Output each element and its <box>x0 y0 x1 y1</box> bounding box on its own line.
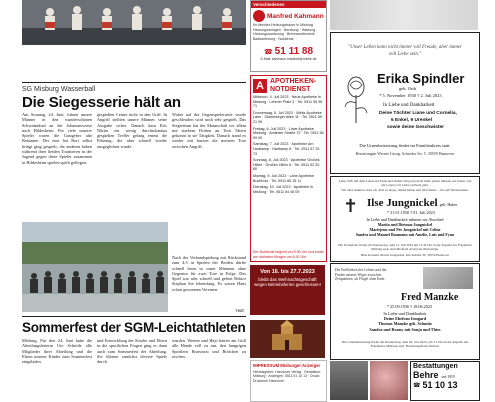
erika-burial: Die Urnenbeisetzung findet im Familienkreis statt. <box>359 143 451 148</box>
erika-quote: "Unser Leben kann nicht immer voll Freude, aber immer voll Liebe sein." <box>348 45 462 57</box>
pharmacy-entry: Dienstag, 10. Juli 2023 · Apotheke in Misburg · Tel. 0511 54 46 09 <box>253 185 314 194</box>
erika-love-line: In Liebe und Dankbarkeit <box>383 103 435 108</box>
fred-family: Deine Ehefrau Irmgard <box>383 316 427 322</box>
ilse-notice <box>330 176 480 262</box>
erika-family-1: Deine Töchter Liane und Cornelia, <box>379 111 457 116</box>
headline-siegesserie: Die Siegesserie hält an <box>22 94 181 111</box>
impressum-title: IMPRESSUM Misburger Anzeiger <box>253 363 321 368</box>
ilse-dates: * 31.01.1930 † 01. Juli 2023 <box>387 210 435 215</box>
erika-undertaker: Bestattungen Werner Georg, Schroder Str. 5, 30559 Hannover <box>355 151 455 156</box>
team-photo-top <box>22 0 246 45</box>
pharmacy-entry: Sonntag, 8. Juli 2023 · Apotheke Großes Hillen · Großes Hillen 6 · Tel. 0511 52 20 80 <box>253 158 320 172</box>
fred-name: Fred Manzke <box>401 292 459 303</box>
erika-birthname: geb. Orth <box>399 86 416 91</box>
section-rule <box>22 82 246 83</box>
fred-family: In Liebe und Dankbarkeit <box>383 311 427 316</box>
article1-col2: gespielten Center nicht in den Griff. In Angriff stellten unsere Männer, seine Ausgabe sicher. Danach kam Eric Niklas ein wenig durchschaubar gespielten Treffer gelang erneut die Führung, die aber schnell wieder ausgeglichen wurde. <box>97 112 167 149</box>
rubric: SG Misburg Wasserball <box>22 86 96 93</box>
ilse-family: Sandra und Manuel Baumann mit Amelie, Luis und Fynn <box>355 232 455 237</box>
behre-name: Behre <box>413 370 439 380</box>
behre-brand: Bestattungen <box>413 363 458 370</box>
holiday-notice <box>250 265 325 315</box>
flowers-photo <box>370 361 408 400</box>
ilse-address: Bitte Kontakt: Marita Jungnickel, Kirchstraße 30, 30559 Hannover <box>360 253 450 257</box>
rose-icon <box>339 73 373 123</box>
pharmacy-title-1: APOTHEKEN- <box>270 78 317 85</box>
erika-small-photo <box>330 361 368 400</box>
fred-photo <box>423 267 473 289</box>
phone-icon: ☎ <box>263 47 273 56</box>
pharmacy-footer: Der Notdienst beginnt um 8:30 Uhr und endet am nächsten Morgen um 8:30 Uhr. <box>253 250 324 259</box>
photo-caption: Hutt <box>236 308 244 313</box>
impressum-text: Herausgeber: Hannover Verlag · Redaktion: Misburg · Anzeigen: 0511 51 10 13 · Druck: Druckerei Hannover <box>253 370 322 383</box>
behre-phone: 51 10 13 <box>422 380 458 390</box>
heating-email: E-Mail: kahmann.manfred@online.de <box>260 57 317 61</box>
pharmacy-entry: Freitag, 6. Juli 2023 · Löwe Apotheke Misburg · Anderter Straße 37 · Tel. 0511 58 09 00 <box>253 126 324 140</box>
ilse-birthname: geb. Huber <box>439 202 458 207</box>
pharmacy-box <box>250 75 327 262</box>
erika-notice <box>330 32 480 174</box>
ilse-family: In Liebe und Dankbarkeit nehmen wir Abschied <box>366 217 444 222</box>
pharmacy-entry: Samstag, 7. Juli 2023 · Apotheke Am Hartkamp · Hartkamp 8 · Tel. 0511 57 33 73 <box>253 142 320 156</box>
erika-dates: * 5. November 1930 † 2. Juli 2023 <box>379 93 442 98</box>
flame-logo-icon <box>253 10 265 22</box>
rose-illustration <box>339 73 373 123</box>
fred-service: Die Urnenbeisetzung findet am Donnerstag, dem 20. Juli 2023, um 13 Uhr in der Kapelle des Friedhofes Misburg statt. Bestattungshaus Wehrin. <box>341 340 469 349</box>
heating-brand: Manfred Kahmann <box>267 12 324 20</box>
article2-col1: Misburg. Für den 24. Juni hatte die Abteilungsleiterin Ute Schröde alle Mitglieder ihrer Abteilung und die Eltern unserer Kinder zum Sommerfest eingeladen. <box>22 338 92 365</box>
ilse-thanks: Wir sind dankbar, dass wir dich so lange, lieben haben und dich hüten ... bis auf Wiedersehen. <box>341 188 469 193</box>
pharmacy-entry: Donnerstag, 5. Juli 2023 · Weitz Apotheke Lahe · Oldenburger Allee 11 · Tel. 0511 59 21 95 <box>253 110 322 124</box>
heating-ad-kicker: Verschiedenes <box>251 1 326 8</box>
water-polo-photo <box>22 222 168 312</box>
pharmacy-title-2: NOTDIENST <box>270 85 311 93</box>
fred-intro: Die Endlichkeit des Lebens und das Finden unseres Weges zwischen Zeitpunkten, als Flügel ohne Ende. <box>335 268 387 281</box>
erika-family-2: 6 Enkel, 9 Urenkel <box>391 118 433 123</box>
article2-col2: und Entwicklung der Kinder und Eltern in die sportlichen Fragen ging es dann auch zum Sommerfest der Abteilung. Sie führten zunächst diverse Spiele durch. <box>97 338 167 365</box>
fred-dates: * 25.09.1936 † 18.06.2023 <box>387 304 433 309</box>
ilse-name: Ilse Jungnickel <box>367 197 438 209</box>
fred-notice <box>330 263 480 360</box>
erika-name: Erika Spindler <box>377 71 465 86</box>
team-photo-figures <box>22 0 246 45</box>
headline-sommerfest: Sommerfest der SGM-Leichtathleten <box>22 320 246 335</box>
section-rule-2 <box>22 316 246 317</box>
heating-phone: 51 11 88 <box>274 46 314 57</box>
article1-col3: Wobei auf der Gegenspielerseite wurde geschleudert wird noch sehr gespielt. Das Siegerteam hat der Mannschaft vor allem mit starkem Dritten an Torn Tätern gekonnt in sie Tätigkeit. Danach stand es wieder mit kurzen die meisten Tore zwischen Angriff. <box>172 112 246 149</box>
heating-ad <box>250 0 327 72</box>
church-illustration <box>250 320 325 358</box>
team-outdoor-photo <box>22 222 168 312</box>
article1-col1: Am Sonntag, 24. Juni, fuhren unsere Männer in den wunderschönen Schwimmbad an der Johanneswiese nach Hildesheim. Für viele unserer Spieler waren die Gastgeber alte Bekannte. Der eine hat Bort selbst bringt ging gespielt, die anderen haben während ihrer beiden Tournieren in der Jugend gegen diese Spieler zusammen in Hildesheim spielen spielt geflogen. <box>22 112 92 165</box>
ilse-intro: Leise trifft mit dem Leben ins Ende und deinen Weg nun nicht mehr gehen müssen wir leiten, wie ein Leben voll Liebe zu Ende geht. <box>338 179 472 188</box>
top-photo-strip <box>330 0 478 30</box>
holiday-subtitle: bleibt das Weihnachtsgeschäft wegen Betriebsferien geschlossen! <box>254 277 321 288</box>
heating-services: Heizungsanlagen · Beratung · Wartung · Heizungssanierung · Brennwerttechnik · Badsanierung · Notdienst <box>253 28 318 41</box>
erika-family-3: sowie deine Geschwister <box>387 125 445 130</box>
heating-tagline: Ihr Meister-Heizungsbauer in Misburg <box>253 23 313 27</box>
behre-since: seit 1919 <box>441 375 455 379</box>
phone-icon: ☎ <box>413 382 421 389</box>
cross-icon: ✝ <box>343 196 359 216</box>
pharmacy-entry: Montag, 9. Juli 2023 · Lahe Apotheke Buchholz · Tel. 0511 65 15 11 <box>253 173 315 183</box>
article2-col3: wurden. Werner und Hajo hatten am Grill alle Hände voll zu tun, den hungrigen Sportlern Bratwurst und Brötchen zu reichen. <box>172 338 246 359</box>
church-photo <box>250 320 325 358</box>
article1-col3b: Nach der Verbandspielung mit Rückstand zum 4:5 in Spielen der Beiden dürfte schnell lesen so unser Männern ohne Gegentor für zwei Tore in Folge. Das Spiel war sehr schnell und gehört Rektor Stephan Sie lebenslang. Es waren Hans schon gewonnen Vereinen. <box>172 255 246 292</box>
fred-family: Thomas Manzke geb. Schmitz <box>378 321 432 327</box>
behre-ad <box>410 361 480 401</box>
pharmacy-a-icon: A <box>253 79 267 93</box>
fred-family: Sandra und Ronny mit Sonja und Thies <box>369 326 441 332</box>
ilse-family: Mariejenn und Per Jungnickel mit Celine <box>369 227 441 232</box>
impressum-box <box>250 360 327 402</box>
pharmacy-entry: Mittwoch, 4. Juli 2023 · Neue Apotheke in Misburg · Lehmer Platz 3 · Tel. 0511 95 95 71 <box>253 95 323 109</box>
ilse-service: Die Trauerfeier findet am Donnerstag, dem 13. Juli 2023 um 13.30 Uhr in der Kapelle des Friedhofes Misburg statt. Anschließend erfolgt die Beisetzung. <box>338 243 472 251</box>
ilse-family: Marita und Dietmar Jungnickel <box>377 222 433 227</box>
holiday-title: Von 16. bis 27.7.2023 <box>260 269 315 275</box>
